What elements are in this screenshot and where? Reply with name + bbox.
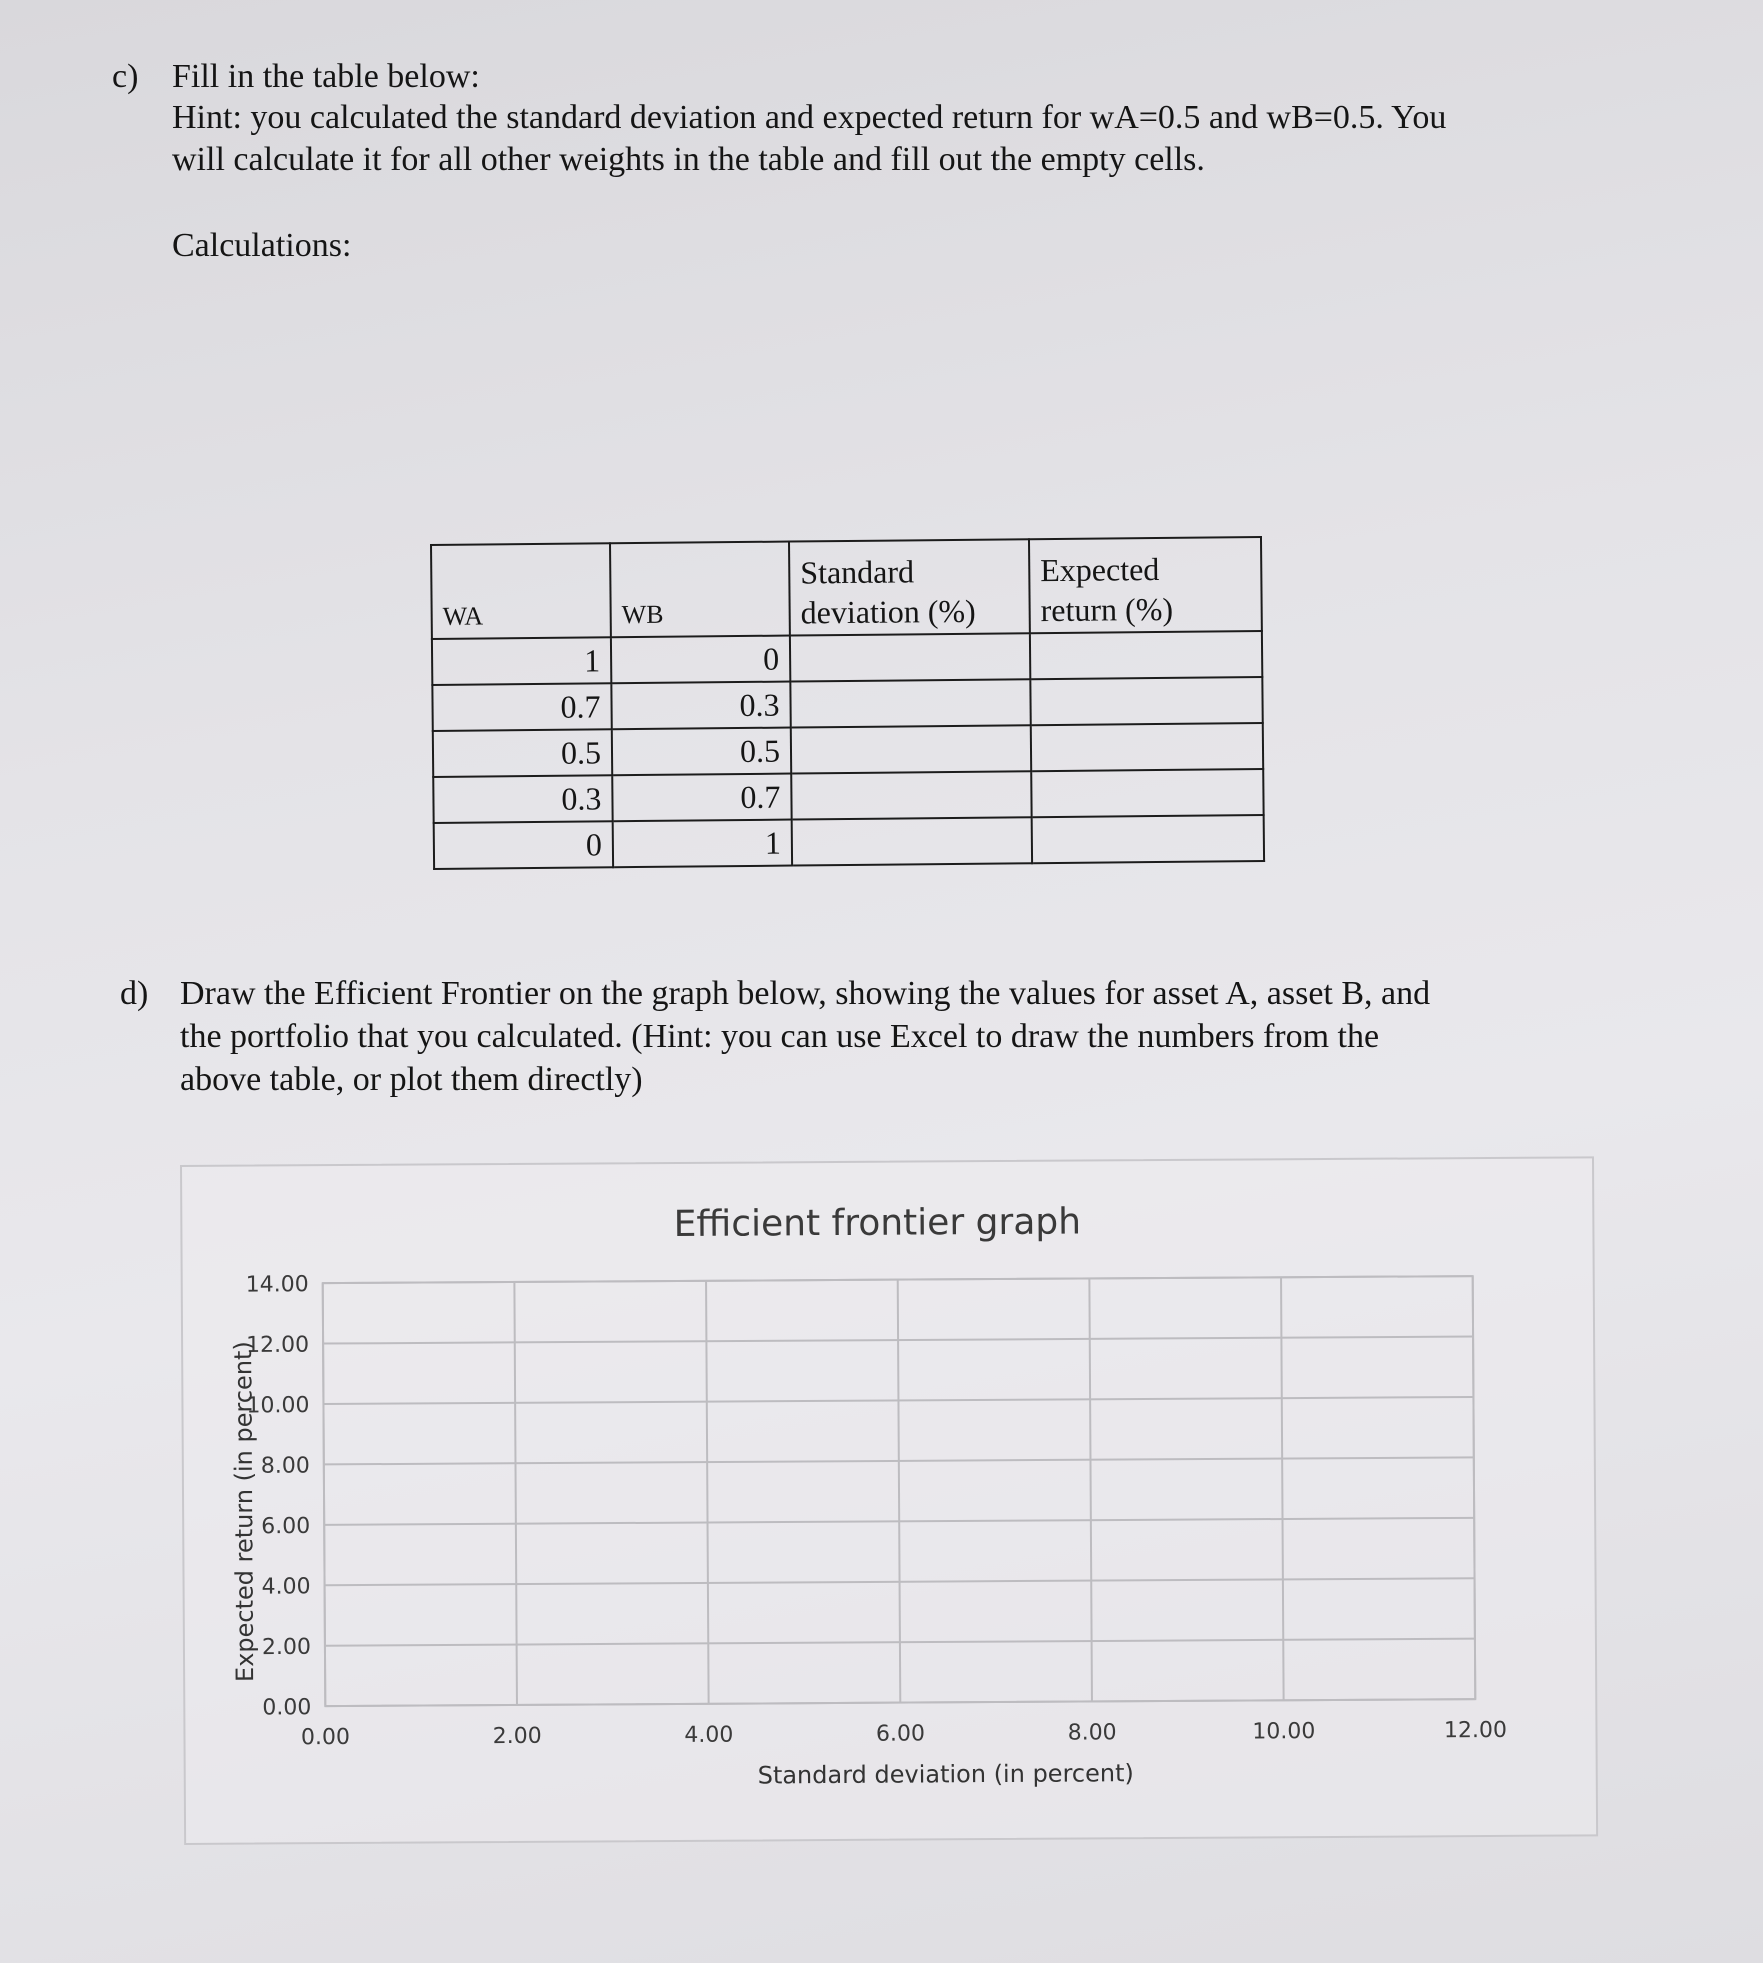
- part-c-label: c): [112, 58, 139, 95]
- cell-return[interactable]: [1030, 631, 1262, 679]
- table-row: [433, 769, 1263, 823]
- cell-return[interactable]: [1030, 677, 1262, 725]
- cell-wb: 0.3: [611, 682, 790, 730]
- x-tick-label: 0.00: [300, 1724, 351, 1751]
- x-gridline: [1089, 1278, 1092, 1701]
- calculations-label: Calculations:: [172, 227, 352, 264]
- part-d-line-2: the portfolio that you calculated. (Hint: you can use Excel to draw the numbers from the: [180, 1018, 1380, 1055]
- header-wa: WA: [431, 543, 611, 639]
- x-axis-label: Standard deviation (in percent): [757, 1759, 1134, 1790]
- weights-table: [430, 536, 1265, 870]
- x-tick-label: 4.00: [684, 1722, 734, 1748]
- part-c-line-2: Hint: you calculated the standard deviation and expected return for wA=0.5 and wB=0.5. You: [172, 99, 1447, 136]
- y-tick-label: 2.00: [261, 1634, 312, 1661]
- cell-std[interactable]: [790, 679, 1030, 727]
- part-c-line-1: Fill in the table below:: [172, 58, 480, 95]
- part-d-label: d): [120, 975, 149, 1012]
- cell-return[interactable]: [1031, 769, 1263, 817]
- cell-return[interactable]: [1032, 815, 1264, 863]
- x-gridline: [898, 1280, 901, 1703]
- table-row: [432, 631, 1262, 685]
- table-row: [432, 677, 1262, 731]
- x-tick-label: 10.00: [1252, 1719, 1316, 1745]
- x-gridline: [1281, 1277, 1284, 1700]
- header-wb: WB: [610, 542, 790, 638]
- table-header-row: [431, 537, 1262, 639]
- cell-std[interactable]: [791, 725, 1031, 773]
- y-tick-label: 14.00: [245, 1272, 309, 1298]
- y-tick-label: 4.00: [261, 1574, 311, 1600]
- x-tick-label: 12.00: [1443, 1717, 1508, 1744]
- cell-std[interactable]: [792, 817, 1032, 865]
- header-return-line1: Expected: [1040, 551, 1160, 589]
- y-tick-label: 6.00: [261, 1513, 311, 1540]
- cell-wa: 0.7: [432, 683, 611, 731]
- part-d-line-3: above table, or plot them directly): [180, 1061, 643, 1098]
- x-gridline: [1473, 1276, 1476, 1699]
- header-std-line2: deviation (%): [800, 592, 976, 631]
- table-row: [434, 815, 1264, 869]
- x-tick-label: 2.00: [492, 1723, 542, 1750]
- table-row: [433, 723, 1263, 777]
- chart-title: Efficient frontier graph: [673, 1201, 1082, 1245]
- header-return: [1029, 537, 1262, 633]
- x-tick-label: 6.00: [875, 1721, 926, 1747]
- x-gridline: [706, 1281, 709, 1704]
- part-c-line-3: will calculate it for all other weights in the table and fill out the empty cells.: [172, 141, 1205, 178]
- cell-wb: 0: [611, 636, 790, 684]
- cell-wa: 0: [434, 821, 613, 869]
- y-tick-label: 0.00: [262, 1695, 312, 1721]
- cell-wb: 0.7: [612, 774, 791, 822]
- cell-return[interactable]: [1031, 723, 1263, 771]
- efficient-frontier-chart: [180, 1156, 1598, 1845]
- y-tick-label: 8.00: [260, 1453, 310, 1479]
- cell-wb: 1: [613, 820, 792, 868]
- cell-wa: 0.3: [433, 775, 612, 823]
- y-tick-label: 12.00: [246, 1332, 310, 1359]
- cell-wa: 0.5: [433, 729, 612, 777]
- header-std-line1: Standard: [800, 553, 915, 591]
- y-axis-label: Expected return (in percent): [229, 1341, 260, 1683]
- part-d-line-1: Draw the Efficient Frontier on the graph below, showing the values for asset A, asset B, and: [180, 975, 1431, 1012]
- cell-wa: 1: [432, 637, 611, 685]
- chart-grid: [323, 1276, 1476, 1706]
- cell-std[interactable]: [791, 771, 1031, 819]
- x-gridline: [323, 1283, 326, 1706]
- header-return-line2: return (%): [1040, 590, 1174, 629]
- cell-wb: 0.5: [612, 728, 791, 776]
- x-tick-label: 8.00: [1067, 1720, 1117, 1746]
- chart-canvas[interactable]: [182, 1158, 1596, 1843]
- header-std: [789, 539, 1030, 635]
- x-gridline: [514, 1282, 517, 1705]
- cell-std[interactable]: [790, 633, 1030, 681]
- y-tick-label: 10.00: [246, 1393, 310, 1419]
